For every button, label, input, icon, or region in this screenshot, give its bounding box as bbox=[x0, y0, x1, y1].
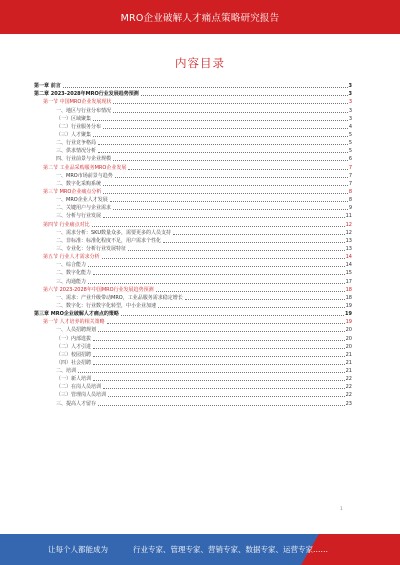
toc-entry[interactable] bbox=[34, 154, 352, 162]
toc-entry-page: 11 bbox=[345, 213, 352, 220]
toc-entry-label: 三、分析与行业发展 bbox=[56, 213, 102, 220]
table-of-contents bbox=[34, 81, 352, 407]
toc-entry-label: 第三章 MRO企业破解人才痛点的策略 bbox=[34, 311, 119, 318]
toc-entry[interactable] bbox=[34, 390, 352, 398]
toc-leader-dots bbox=[128, 250, 345, 251]
toc-entry-label: 二、培训 bbox=[56, 368, 77, 375]
toc-entry[interactable] bbox=[34, 317, 352, 325]
toc-entry[interactable] bbox=[34, 325, 352, 333]
toc-entry-label: （三）人才聚集 bbox=[56, 131, 92, 138]
toc-entry-page: 3 bbox=[348, 107, 352, 114]
toc-entry[interactable] bbox=[34, 89, 352, 97]
toc-leader-dots bbox=[103, 193, 347, 194]
toc-leader-dots bbox=[98, 405, 345, 406]
toc-entry-page: 21 bbox=[345, 359, 352, 366]
toc-entry[interactable] bbox=[34, 146, 352, 154]
toc-entry-label: 第一节 中国MRO企业发展现状 bbox=[43, 99, 112, 106]
toc-leader-dots bbox=[113, 160, 348, 161]
toc-entry-page: 3 bbox=[348, 83, 352, 90]
toc-entry[interactable] bbox=[34, 122, 352, 130]
toc-entry-label: （三）校园招聘 bbox=[56, 351, 92, 358]
toc-leader-dots bbox=[113, 112, 348, 113]
toc-leader-dots bbox=[108, 396, 345, 397]
toc-leader-dots bbox=[93, 274, 345, 275]
toc-entry-page: 19 bbox=[345, 319, 352, 326]
toc-entry[interactable] bbox=[34, 211, 352, 219]
toc-entry-page: 4 bbox=[348, 123, 352, 130]
toc-entry-page: 3 bbox=[348, 115, 352, 122]
toc-entry-page: 15 bbox=[345, 270, 352, 277]
toc-entry[interactable] bbox=[34, 130, 352, 138]
toc-entry-label: 第五节 行业人才需求分析 bbox=[43, 254, 100, 261]
toc-entry-label: 第三节 MRO企业痛点分析 bbox=[43, 188, 102, 195]
toc-entry-page: 19 bbox=[345, 302, 352, 309]
toc-leader-dots bbox=[163, 242, 345, 243]
toc-leader-dots bbox=[156, 291, 345, 292]
toc-entry-page: 14 bbox=[345, 254, 352, 261]
toc-leader-dots bbox=[88, 283, 345, 284]
toc-entry-label: 第六节 2023-2028年中国MRO行业发展趋势预测 bbox=[43, 286, 154, 293]
toc-entry[interactable] bbox=[34, 228, 352, 236]
toc-entry-page: 22 bbox=[345, 384, 352, 391]
toc-entry-page: 21 bbox=[345, 351, 352, 358]
toc-leader-dots bbox=[93, 120, 348, 121]
toc-title: 内容目录 bbox=[175, 56, 225, 70]
toc-entry[interactable] bbox=[34, 105, 352, 113]
toc-entry[interactable] bbox=[34, 309, 352, 317]
toc-entry[interactable] bbox=[34, 195, 352, 203]
toc-leader-dots bbox=[113, 209, 348, 210]
toc-leader-dots bbox=[110, 201, 348, 202]
toc-entry-label: （四）社会招聘 bbox=[56, 359, 92, 366]
toc-leader-dots bbox=[98, 144, 348, 145]
toc-entry-label: （二）人才引进 bbox=[56, 343, 92, 350]
toc-leader-dots bbox=[141, 95, 348, 96]
toc-entry-label: 二、数字化采购系统 bbox=[56, 180, 102, 187]
toc-entry-page: 5 bbox=[348, 140, 352, 147]
toc-entry[interactable] bbox=[34, 203, 352, 211]
toc-entry[interactable] bbox=[34, 97, 352, 105]
toc-leader-dots bbox=[103, 128, 348, 129]
toc-entry-page: 6 bbox=[348, 156, 352, 163]
toc-entry-label: 四、行业前景与企业规模 bbox=[56, 156, 112, 163]
toc-entry[interactable] bbox=[34, 138, 352, 146]
toc-leader-dots bbox=[121, 315, 344, 316]
toc-entry-label: （二）行业服务分布 bbox=[56, 123, 102, 130]
toc-entry-label: 三、专业化：分析行业发展特征 bbox=[56, 245, 127, 252]
toc-entry-label: 二、数字化能力 bbox=[56, 270, 92, 277]
toc-entry-page: 13 bbox=[345, 245, 352, 252]
toc-entry-page: 3 bbox=[348, 91, 352, 98]
toc-entry-page: 19 bbox=[345, 311, 352, 318]
toc-entry-label: 二、非标准：标准化程度不足，用户需求个性化 bbox=[56, 237, 162, 244]
toc-entry[interactable] bbox=[34, 301, 352, 309]
toc-leader-dots bbox=[88, 266, 345, 267]
toc-leader-dots bbox=[98, 331, 345, 332]
toc-entry[interactable] bbox=[34, 285, 352, 293]
toc-entry[interactable] bbox=[34, 333, 352, 341]
toc-leader-dots bbox=[93, 136, 348, 137]
toc-entry-label: 三、提高人才留存 bbox=[56, 400, 97, 407]
toc-entry-label: 二、关键用户与企业需求 bbox=[56, 205, 112, 212]
toc-leader-dots bbox=[93, 380, 345, 381]
toc-entry[interactable] bbox=[34, 260, 352, 268]
toc-leader-dots bbox=[63, 87, 348, 88]
toc-entry-label: 一、综合能力 bbox=[56, 262, 87, 269]
toc-leader-dots bbox=[103, 217, 345, 218]
toc-entry-label: （三）管理岗人员培训 bbox=[56, 392, 107, 399]
toc-entry-page: 7 bbox=[348, 172, 352, 179]
footer-slogan-left: 让每个人都能成为 bbox=[48, 545, 108, 554]
toc-leader-dots bbox=[103, 388, 345, 389]
toc-leader-dots bbox=[173, 234, 345, 235]
toc-leader-dots bbox=[128, 169, 347, 170]
toc-entry[interactable] bbox=[34, 219, 352, 227]
toc-entry[interactable] bbox=[34, 342, 352, 350]
toc-entry-page: 20 bbox=[345, 343, 352, 350]
toc-entry[interactable] bbox=[34, 114, 352, 122]
toc-entry[interactable] bbox=[34, 293, 352, 301]
toc-entry-label: （一）区域聚集 bbox=[56, 115, 92, 122]
toc-entry-page: 5 bbox=[348, 131, 352, 138]
toc-leader-dots bbox=[103, 185, 348, 186]
toc-entry-page: 17 bbox=[345, 278, 352, 285]
toc-leader-dots bbox=[158, 307, 345, 308]
toc-entry[interactable] bbox=[34, 179, 352, 187]
toc-leader-dots bbox=[185, 299, 345, 300]
toc-entry-page: 20 bbox=[345, 335, 352, 342]
toc-entry-page: 5 bbox=[348, 148, 352, 155]
toc-entry-label: 一、MRO市场前景与趋势 bbox=[56, 172, 113, 179]
footer-slogan-right: 行业专家、管理专家、营销专家、数据专家、运营专家…… bbox=[133, 545, 328, 554]
toc-entry-page: 8 bbox=[348, 197, 352, 204]
toc-entry[interactable] bbox=[34, 276, 352, 284]
toc-entry[interactable] bbox=[34, 162, 352, 170]
toc-entry[interactable] bbox=[34, 268, 352, 276]
toc-entry-page: 12 bbox=[345, 221, 352, 228]
toc-leader-dots bbox=[115, 177, 348, 178]
toc-entry-page: 12 bbox=[345, 229, 352, 236]
toc-leader-dots bbox=[93, 364, 345, 365]
toc-entry[interactable] bbox=[34, 244, 352, 252]
toc-entry[interactable] bbox=[34, 398, 352, 406]
toc-leader-dots bbox=[98, 152, 348, 153]
toc-entry-page: 18 bbox=[345, 286, 352, 293]
toc-entry-label: 三、沟通能力 bbox=[56, 278, 87, 285]
toc-entry-page: 9 bbox=[348, 205, 352, 212]
toc-entry-label: 二、数字化：行业数字化转型，中小企业加速 bbox=[56, 302, 157, 309]
toc-entry-label: 第一节 人才培养的相关策略 bbox=[43, 319, 105, 326]
toc-entry-page: 21 bbox=[345, 368, 352, 375]
toc-entry-page: 20 bbox=[345, 327, 352, 334]
toc-leader-dots bbox=[93, 356, 345, 357]
toc-entry-label: 一、需求分析：SKU数量众多，需要更多的人员支持 bbox=[56, 229, 171, 236]
toc-leader-dots bbox=[93, 340, 345, 341]
toc-entry[interactable] bbox=[34, 252, 352, 260]
header-band bbox=[0, 0, 400, 34]
toc-entry-label: 一、需求：产业升级带动MRO，工业品服务需求稳定增长 bbox=[56, 294, 183, 301]
toc-leader-dots bbox=[92, 226, 345, 227]
toc-entry[interactable] bbox=[34, 366, 352, 374]
toc-entry-page: 22 bbox=[345, 376, 352, 383]
toc-entry-page: 22 bbox=[345, 392, 352, 399]
toc-leader-dots bbox=[78, 372, 345, 373]
toc-entry-label: 二、行业竞争格局 bbox=[56, 140, 97, 147]
page-marker: 1 bbox=[340, 507, 343, 512]
toc-entry-label: 三、供求情况分析 bbox=[56, 148, 97, 155]
toc-entry-label: 第一章 前言 bbox=[34, 83, 61, 90]
toc-entry-page: 3 bbox=[348, 99, 352, 106]
toc-entry-label: （二）在岗人员培训 bbox=[56, 384, 102, 391]
toc-entry-page: 23 bbox=[345, 400, 352, 407]
toc-entry-label: 第二章 2023-2028年MRO行业发展趋势预测 bbox=[34, 91, 139, 98]
toc-entry-label: （一）内部选拔 bbox=[56, 335, 92, 342]
toc-leader-dots bbox=[102, 258, 345, 259]
toc-entry-page: 18 bbox=[345, 294, 352, 301]
toc-entry-page: 13 bbox=[345, 237, 352, 244]
toc-leader-dots bbox=[93, 348, 345, 349]
toc-entry-label: 一、地区与行业分布情况 bbox=[56, 107, 112, 114]
toc-entry[interactable] bbox=[34, 187, 352, 195]
toc-entry-page: 7 bbox=[348, 180, 352, 187]
toc-entry-page: 14 bbox=[345, 262, 352, 269]
toc-entry[interactable] bbox=[34, 374, 352, 382]
document-title: MRO企业破解人才痛点策略研究报告 bbox=[120, 13, 280, 24]
toc-entry[interactable] bbox=[34, 350, 352, 358]
toc-entry[interactable] bbox=[34, 171, 352, 179]
toc-entry-label: 第四节 行业痛点对比 bbox=[43, 221, 90, 228]
toc-leader-dots bbox=[113, 103, 347, 104]
toc-entry-label: 一、人员招聘规划 bbox=[56, 327, 97, 334]
toc-entry-page: 8 bbox=[348, 188, 352, 195]
toc-entry-label: 第二节 工业品采购服务MRO企业发展 bbox=[43, 164, 127, 171]
toc-entry[interactable] bbox=[34, 358, 352, 366]
footer-band bbox=[0, 534, 400, 565]
toc-entry-page: 7 bbox=[348, 164, 352, 171]
toc-entry[interactable] bbox=[34, 81, 352, 89]
toc-entry-label: （一）新人培训 bbox=[56, 376, 92, 383]
toc-entry[interactable] bbox=[34, 382, 352, 390]
toc-entry[interactable] bbox=[34, 236, 352, 244]
toc-entry-label: 一、MRO企业人才发展 bbox=[56, 197, 108, 204]
toc-leader-dots bbox=[107, 323, 345, 324]
